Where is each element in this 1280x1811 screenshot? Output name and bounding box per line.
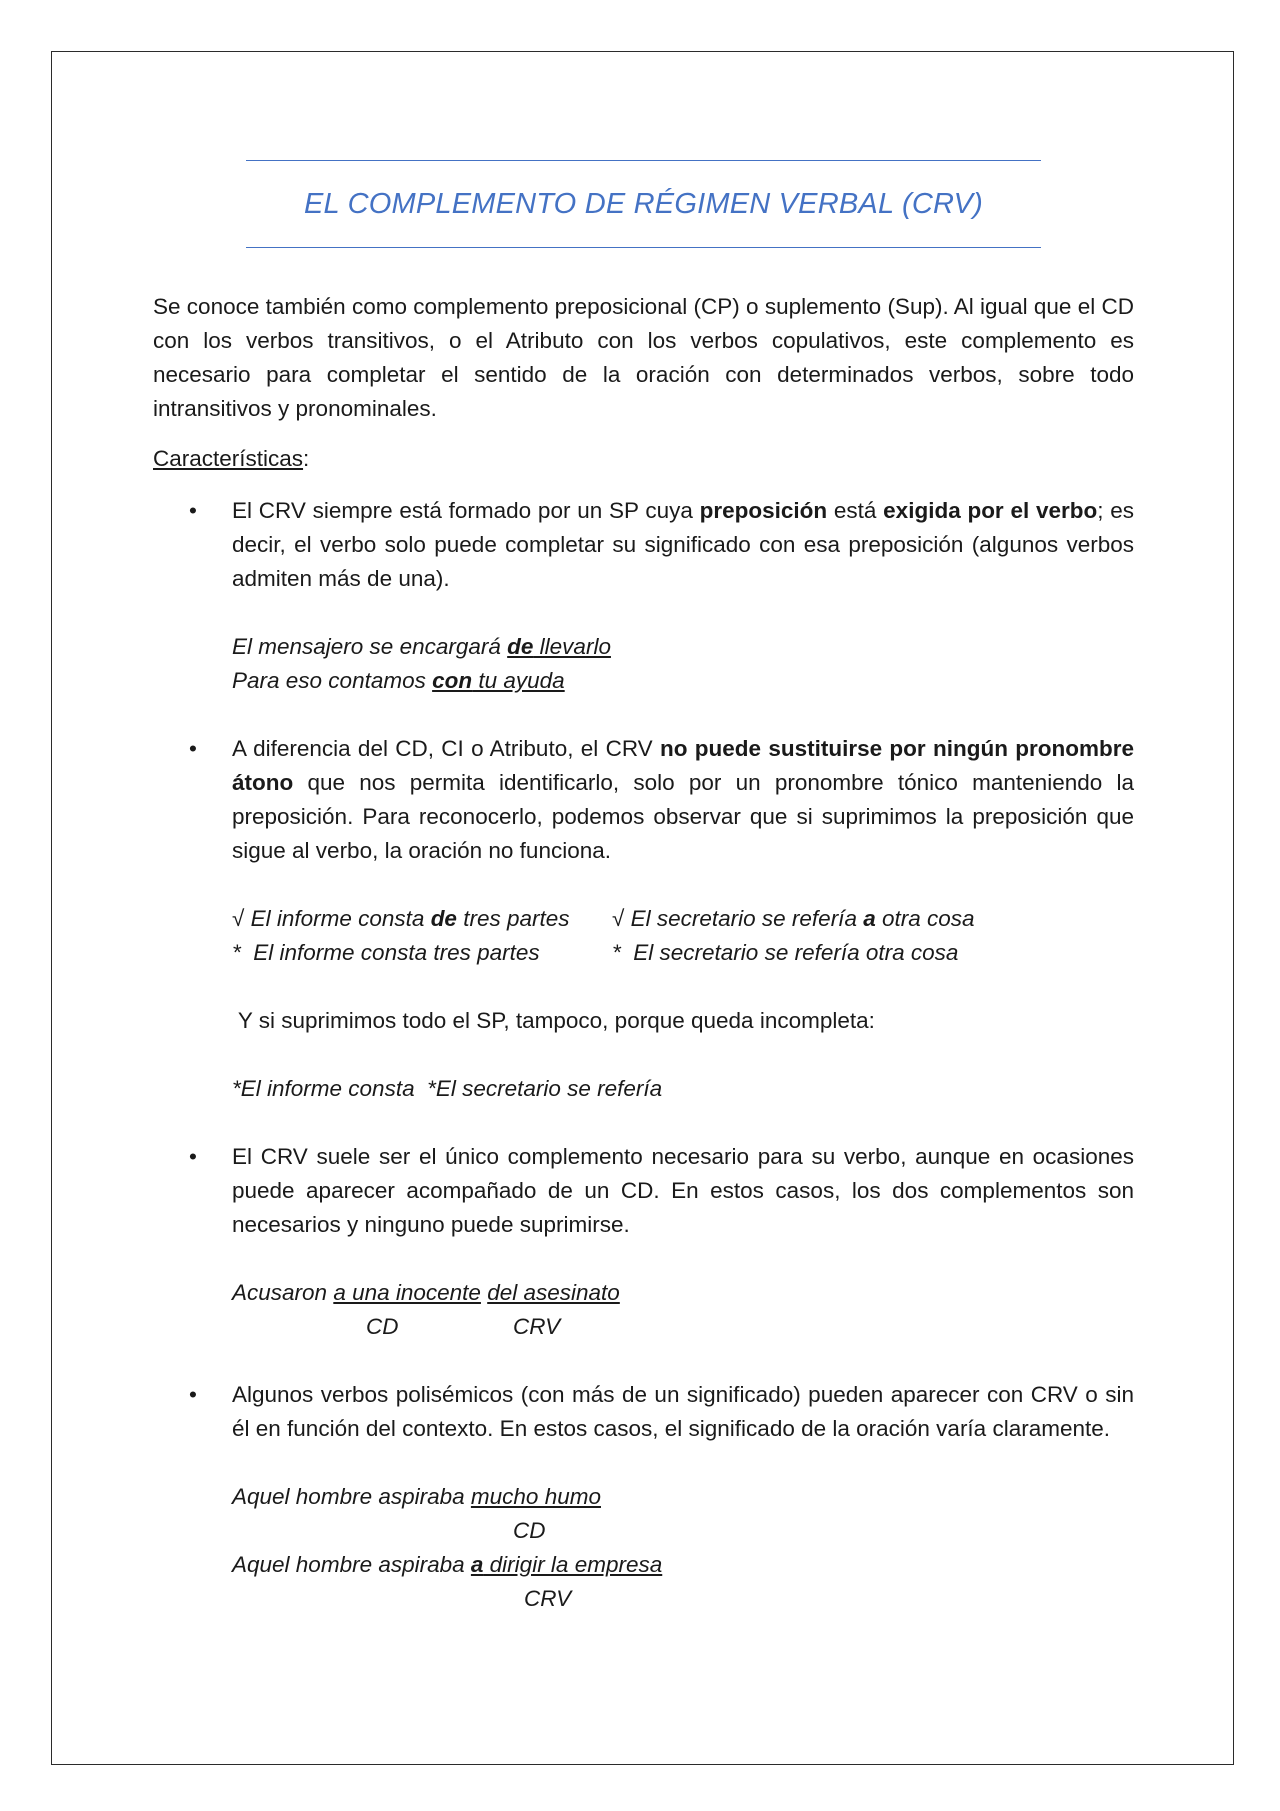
bullet-icon: •: [189, 1144, 197, 1169]
spacer: [232, 1038, 1134, 1072]
example-incorrect-a: [232, 936, 612, 970]
example-text: El secretario se refería otra cosa: [620, 940, 959, 965]
list-item-2: [153, 732, 1134, 1140]
bold-text: exigida por el verbo: [883, 498, 1098, 523]
example-text: El secretario se refería: [624, 906, 864, 931]
bold-text: preposición: [699, 498, 828, 523]
example-sp: tu ayuda: [472, 668, 565, 693]
spacer: [232, 1106, 1134, 1140]
heading-colon: :: [303, 446, 310, 471]
spacer: [232, 1446, 1134, 1480]
example-incorrect-b: [612, 936, 958, 970]
check-icon: √: [612, 906, 625, 931]
example-sentence: [232, 1276, 1134, 1310]
spacer: [232, 1344, 1134, 1378]
title-block: [246, 160, 1041, 248]
bullet3-text: El CRV suele ser el único complemento necesario para su verbo, aunque en ocasiones puede aparecer acompañado de un CD. En estos casos, los dos complementos son necesarios y ninguno puede suprimirse.: [232, 1144, 1134, 1237]
example-text: El informe consta tres partes: [240, 940, 540, 965]
text-span: ; es decir, el verbo solo puede completar su significado con esa preposición (algunos verbos admiten más de una).: [232, 498, 1134, 591]
example-sp: dirigir la empresa: [483, 1552, 663, 1577]
check-icon: √: [232, 906, 245, 931]
example-text: Aquel hombre aspiraba: [232, 1484, 471, 1509]
text-span: está: [827, 498, 884, 523]
follow-up-text: Y si suprimimos todo el SP, tampoco, porque queda incompleta:: [232, 1008, 875, 1033]
label-crv: CRV: [513, 1314, 561, 1339]
preposition: a: [470, 1552, 484, 1577]
function-labels: [232, 1310, 1134, 1344]
document-body: [153, 290, 1134, 1616]
spacer: [232, 596, 1134, 630]
asterisk-icon: *: [232, 940, 241, 965]
example-text: tres partes: [456, 906, 570, 931]
example-text: Para eso contamos: [232, 668, 433, 693]
function-labels: [232, 1514, 1134, 1548]
function-labels: [232, 1582, 1134, 1616]
example-sentence: [232, 1480, 1134, 1514]
preposition: con: [432, 668, 473, 693]
characteristics-list: [153, 494, 1134, 1616]
characteristics-heading-text: Características: [153, 446, 304, 471]
example-cd: mucho humo: [470, 1484, 601, 1509]
example-text: Aquel hombre aspiraba: [232, 1552, 471, 1577]
label-cd: CD: [366, 1314, 399, 1339]
bullet2-text: [232, 732, 1134, 868]
example-text: otra cosa: [875, 906, 975, 931]
example-text: El mensajero se encargará: [232, 634, 508, 659]
example-sentence: [232, 664, 1134, 698]
example-incomplete: *El informe consta *El secretario se refería: [232, 1076, 663, 1101]
example-sp: llevarlo: [533, 634, 611, 659]
example-text: Acusaron: [232, 1280, 334, 1305]
spacer: [232, 1242, 1134, 1276]
bullet-icon: •: [189, 736, 197, 761]
spacer: [232, 868, 1134, 902]
text-span: que nos permita identificarlo, solo por un pronombre tónico manteniendo la preposición. Para reconocerlo, podemos observar que si suprimimos la preposición que sigue al verbo, la oración no funciona.: [232, 770, 1134, 863]
spacer: [232, 970, 1134, 1004]
bold-text: no puede sustituirse por ningún pronombre átono: [232, 736, 1134, 795]
example-correct-a: [232, 902, 612, 936]
example-text: El informe consta: [244, 906, 431, 931]
spacer: [232, 698, 1134, 732]
list-item-1: [153, 494, 1134, 732]
page-title: EL COMPLEMENTO DE RÉGIMEN VERBAL (CRV): [303, 187, 984, 220]
characteristics-heading: [153, 442, 1134, 476]
example-pair-correct: [232, 902, 1134, 936]
list-item-4: [153, 1378, 1134, 1616]
label-cd: CD: [513, 1518, 546, 1543]
bullet-icon: •: [189, 498, 197, 523]
example-sentence: [232, 630, 1134, 664]
example-cd: a una inocente: [333, 1280, 481, 1305]
label-crv: CRV: [524, 1586, 572, 1611]
list-item-3: [153, 1140, 1134, 1378]
intro-paragraph: Se conoce también como complemento preposicional (CP) o suplemento (Sup). Al igual que el CD con los verbos transitivos, o el Atributo con los verbos copulativos, este complemento es necesario para completar el sentido de la oración con determinados verbos, sobre todo intransitivos y pronominales.: [153, 294, 1134, 421]
text-span: El CRV siempre está formado por un SP cuya: [232, 498, 700, 523]
preposition: a: [863, 906, 876, 931]
bullet1-text: [232, 494, 1134, 596]
bullet-icon: •: [189, 1382, 197, 1407]
preposition: de: [430, 906, 457, 931]
example-correct-b: [612, 902, 975, 936]
example-pair-incorrect: [232, 936, 1134, 970]
preposition: de: [507, 634, 534, 659]
example-crv: del asesinato: [487, 1280, 620, 1305]
example-sentence: [232, 1548, 1134, 1582]
bullet4-text: Algunos verbos polisémicos (con más de un significado) pueden aparecer con CRV o sin él en función del contexto. En estos casos, el significado de la oración varía claramente.: [232, 1382, 1134, 1441]
asterisk-icon: *: [612, 940, 621, 965]
text-span: A diferencia del CD, CI o Atributo, el CRV: [232, 736, 660, 761]
